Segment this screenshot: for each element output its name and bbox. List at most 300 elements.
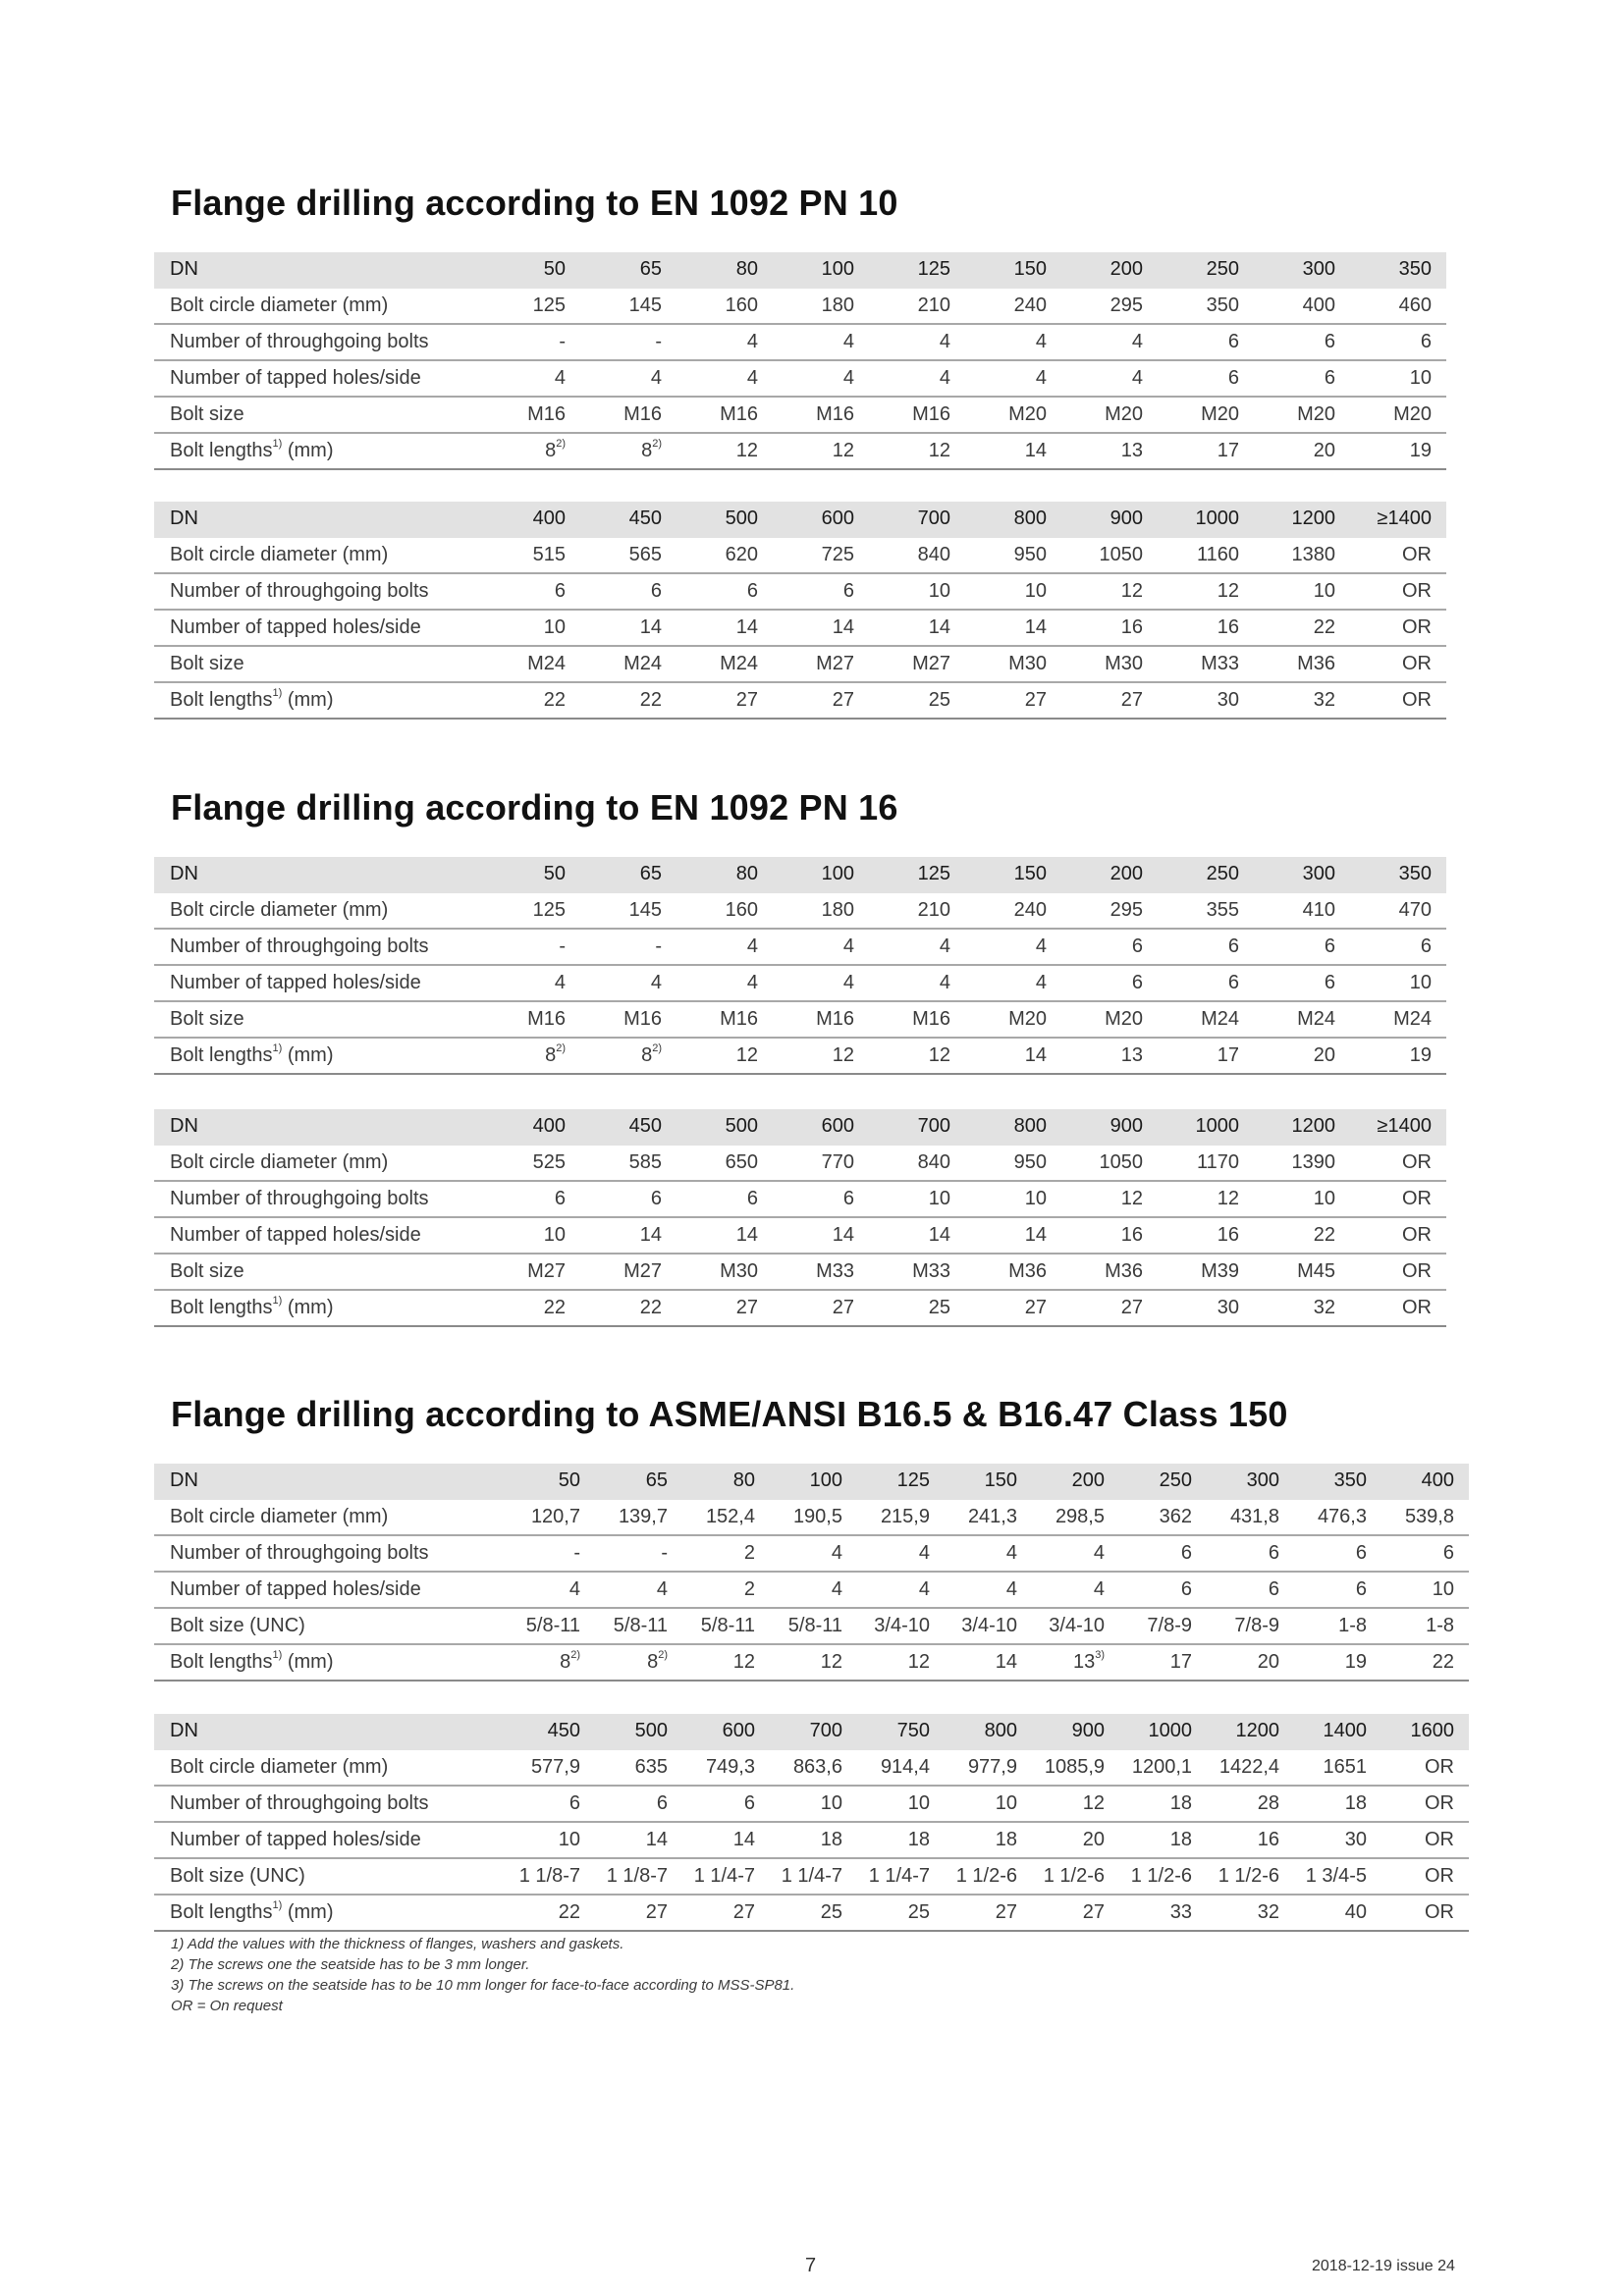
table-cell: 355 xyxy=(1158,892,1254,929)
row-label: Bolt lengths$^{1)}$ (mm) xyxy=(154,682,484,719)
table-cell: 6 xyxy=(1254,360,1350,397)
row-label: DN xyxy=(154,857,484,892)
table-cell: M16 xyxy=(580,397,677,433)
table-row xyxy=(154,1181,1446,1217)
table-cell: 22 xyxy=(1254,1217,1350,1254)
table-cell: 22 xyxy=(580,682,677,719)
table-cell: M27 xyxy=(773,646,869,682)
table-cell: OR xyxy=(1350,1290,1446,1326)
table-cell: 19 xyxy=(1350,433,1446,469)
section-title-pn10: Flange drilling according to EN 1092 PN 10 xyxy=(171,183,898,223)
table-row xyxy=(154,965,1446,1001)
table-cell: 600 xyxy=(773,1109,869,1145)
table-row xyxy=(154,1499,1469,1535)
table-row xyxy=(154,1254,1446,1290)
table-cell: 17 xyxy=(1158,433,1254,469)
table-cell: 900 xyxy=(1061,1109,1158,1145)
table-cell: 350 xyxy=(1350,857,1446,892)
table-cell: 32 xyxy=(1254,1290,1350,1326)
table-cell: 14 xyxy=(677,610,773,646)
table-cell: 1422,4 xyxy=(1207,1749,1294,1786)
table-cell: 1 1/2-6 xyxy=(945,1858,1032,1895)
table-cell: 22 xyxy=(1381,1644,1469,1681)
table-cell: 152,4 xyxy=(682,1499,770,1535)
table-cell: M27 xyxy=(869,646,965,682)
table-cell: 950 xyxy=(965,1145,1061,1181)
footnote-ref: 1) xyxy=(272,1899,283,1912)
table-cell: M20 xyxy=(1061,397,1158,433)
table-row xyxy=(154,433,1446,469)
table-cell: OR xyxy=(1350,537,1446,573)
table-cell: 12 xyxy=(1032,1786,1119,1822)
table-cell: 14 xyxy=(677,1217,773,1254)
table-cell: 1 1/8-7 xyxy=(595,1858,682,1895)
table-cell: 4 xyxy=(1061,324,1158,360)
spec-table xyxy=(154,1714,1469,1932)
row-label: Bolt lengths$^{1)}$ (mm) xyxy=(154,1644,508,1681)
row-label: Bolt circle diameter (mm) xyxy=(154,537,484,573)
row-label: Number of throughgoing bolts xyxy=(154,324,484,360)
table-cell: 6 xyxy=(677,1181,773,1217)
table-cell: M45 xyxy=(1254,1254,1350,1290)
row-label: Number of throughgoing bolts xyxy=(154,573,484,610)
row-label: Number of tapped holes/side xyxy=(154,1822,508,1858)
table-cell: 12 xyxy=(773,433,869,469)
table-header-row xyxy=(154,1109,1446,1145)
table-cell: 800 xyxy=(965,502,1061,537)
footnote-ref: 2) xyxy=(652,1042,662,1055)
table-cell: 298,5 xyxy=(1032,1499,1119,1535)
table-cell: 20 xyxy=(1032,1822,1119,1858)
table-cell: 1200 xyxy=(1254,502,1350,537)
table-cell: 14 xyxy=(965,433,1061,469)
table-cell: - xyxy=(484,929,580,965)
table-row xyxy=(154,1822,1469,1858)
table-cell: 14 xyxy=(945,1644,1032,1681)
table-cell: 10 xyxy=(508,1822,595,1858)
table-cell: 295 xyxy=(1061,892,1158,929)
table-cell: 12 xyxy=(869,433,965,469)
table-cell: 4 xyxy=(484,360,580,397)
row-label: Number of tapped holes/side xyxy=(154,1572,508,1608)
row-label: Number of tapped holes/side xyxy=(154,610,484,646)
table-cell: 5/8-11 xyxy=(508,1608,595,1644)
table-cell: M24 xyxy=(677,646,773,682)
row-label: DN xyxy=(154,1714,508,1749)
table-cell: 22 xyxy=(484,1290,580,1326)
table-cell: 12 xyxy=(773,1038,869,1074)
table-cell: 28 xyxy=(1207,1786,1294,1822)
table-cell: 33 xyxy=(1119,1895,1207,1931)
table-cell: 4 xyxy=(677,324,773,360)
table-cell: 4 xyxy=(677,360,773,397)
table-cell: 20 xyxy=(1254,433,1350,469)
table-cell: 16 xyxy=(1158,1217,1254,1254)
table-cell: 1600 xyxy=(1381,1714,1469,1749)
table-cell: 17 xyxy=(1158,1038,1254,1074)
table-cell: 400 xyxy=(484,502,580,537)
table-cell: 40 xyxy=(1294,1895,1381,1931)
row-label: Bolt circle diameter (mm) xyxy=(154,288,484,324)
table-cell: 6 xyxy=(1294,1572,1381,1608)
table-cell: 750 xyxy=(857,1714,945,1749)
table-row xyxy=(154,1572,1469,1608)
table-cell: 10 xyxy=(1381,1572,1469,1608)
table-cell: 620 xyxy=(677,537,773,573)
footnote-ref: 2) xyxy=(652,438,662,451)
table-cell: 749,3 xyxy=(682,1749,770,1786)
row-label: Number of throughgoing bolts xyxy=(154,1786,508,1822)
table-cell: 25 xyxy=(857,1895,945,1931)
table-cell: 4 xyxy=(857,1572,945,1608)
footnote-ref: 2) xyxy=(570,1649,580,1662)
table-row xyxy=(154,324,1446,360)
table-cell: 3/4-10 xyxy=(945,1608,1032,1644)
row-label: Bolt circle diameter (mm) xyxy=(154,1749,508,1786)
table-cell: 65 xyxy=(580,252,677,288)
table-row xyxy=(154,892,1446,929)
table-cell: 80 xyxy=(677,857,773,892)
table-cell: 650 xyxy=(677,1145,773,1181)
footnote-ref: 1) xyxy=(272,1649,283,1662)
table-cell: 900 xyxy=(1032,1714,1119,1749)
table-cell: 4 xyxy=(770,1535,857,1572)
table-cell: 295 xyxy=(1061,288,1158,324)
table-cell: 500 xyxy=(595,1714,682,1749)
table-cell: 5/8-11 xyxy=(595,1608,682,1644)
table-cell: OR xyxy=(1350,1145,1446,1181)
table-cell: M30 xyxy=(677,1254,773,1290)
table-cell: 6 xyxy=(1294,1535,1381,1572)
table-cell: 200 xyxy=(1061,857,1158,892)
table-cell: 700 xyxy=(869,502,965,537)
table-cell: 1000 xyxy=(1158,1109,1254,1145)
table-cell: M24 xyxy=(1350,1001,1446,1038)
table-row xyxy=(154,646,1446,682)
table-cell: 27 xyxy=(965,682,1061,719)
table-cell: 800 xyxy=(945,1714,1032,1749)
table-cell: 4 xyxy=(770,1572,857,1608)
row-label: DN xyxy=(154,1109,484,1145)
footnote-ref: 1) xyxy=(272,1295,283,1308)
table-cell: 6 xyxy=(1350,929,1446,965)
table-cell: 200 xyxy=(1032,1464,1119,1499)
table-cell: 840 xyxy=(869,1145,965,1181)
table-cell: 10 xyxy=(770,1786,857,1822)
table-cell: - xyxy=(484,324,580,360)
table-cell: 900 xyxy=(1061,502,1158,537)
table-cell: 2 xyxy=(682,1572,770,1608)
table-cell: 14 xyxy=(965,1038,1061,1074)
table-cell: 863,6 xyxy=(770,1749,857,1786)
footnote: 1) Add the values with the thickness of flanges, washers and gaskets. xyxy=(171,1936,624,1952)
table-cell: 14 xyxy=(682,1822,770,1858)
table-cell: 1 1/4-7 xyxy=(682,1858,770,1895)
table-cell: 80 xyxy=(682,1464,770,1499)
table-cell: 18 xyxy=(1119,1822,1207,1858)
table-cell: M16 xyxy=(677,1001,773,1038)
table-cell: 4 xyxy=(773,324,869,360)
row-label: DN xyxy=(154,1464,508,1499)
table-cell: M36 xyxy=(1254,646,1350,682)
table-cell: 4 xyxy=(677,965,773,1001)
row-label: Bolt lengths$^{1)}$ (mm) xyxy=(154,433,484,469)
table-cell: M16 xyxy=(773,1001,869,1038)
table-cell: 6 xyxy=(1061,929,1158,965)
table-row xyxy=(154,1290,1446,1326)
row-label: Number of throughgoing bolts xyxy=(154,1535,508,1572)
table-cell: 18 xyxy=(945,1822,1032,1858)
table-cell: 6 xyxy=(1254,929,1350,965)
table-row xyxy=(154,1749,1469,1786)
table-cell: 565 xyxy=(580,537,677,573)
table-cell: 4 xyxy=(869,929,965,965)
table-cell: OR xyxy=(1381,1822,1469,1858)
table-cell: 13 xyxy=(1061,433,1158,469)
table-cell: 27 xyxy=(945,1895,1032,1931)
table-cell: 12 xyxy=(1158,1181,1254,1217)
table-cell: 1-8 xyxy=(1294,1608,1381,1644)
table-cell: 1380 xyxy=(1254,537,1350,573)
table-cell: 585 xyxy=(580,1145,677,1181)
table-cell: 145 xyxy=(580,288,677,324)
row-label: Bolt lengths$^{1)}$ (mm) xyxy=(154,1290,484,1326)
table-cell: 50 xyxy=(508,1464,595,1499)
table-cell: 210 xyxy=(869,288,965,324)
row-label: Number of tapped holes/side xyxy=(154,360,484,397)
table-cell: 6 xyxy=(1158,324,1254,360)
table-cell: 1200 xyxy=(1254,1109,1350,1145)
table-cell: 1 1/8-7 xyxy=(508,1858,595,1895)
table-cell: 120,7 xyxy=(508,1499,595,1535)
table-cell: 125 xyxy=(484,288,580,324)
table-cell: 12 xyxy=(677,433,773,469)
table-cell: 4 xyxy=(965,965,1061,1001)
table-cell: 800 xyxy=(965,1109,1061,1145)
table-cell: 6 xyxy=(1119,1535,1207,1572)
table-cell: 100 xyxy=(773,857,869,892)
table-cell: 13 xyxy=(1061,1038,1158,1074)
table-cell: 14 xyxy=(773,610,869,646)
table-cell: 22 xyxy=(580,1290,677,1326)
table-cell: 4 xyxy=(857,1535,945,1572)
table-cell: OR xyxy=(1350,573,1446,610)
table-cell: M20 xyxy=(1350,397,1446,433)
row-label: Bolt size (UNC) xyxy=(154,1858,508,1895)
table-cell: M30 xyxy=(1061,646,1158,682)
table-cell: M16 xyxy=(677,397,773,433)
table-cell: 13$^{3)}$ xyxy=(1032,1644,1119,1681)
table-row xyxy=(154,1145,1446,1181)
row-label: Number of throughgoing bolts xyxy=(154,929,484,965)
table-cell: 25 xyxy=(770,1895,857,1931)
table-cell: 6 xyxy=(1061,965,1158,1001)
table-cell: 32 xyxy=(1207,1895,1294,1931)
table-cell: 2 xyxy=(682,1535,770,1572)
table-cell: 5/8-11 xyxy=(682,1608,770,1644)
table-cell: 10 xyxy=(484,610,580,646)
footnote: OR = On request xyxy=(171,1998,283,2014)
table-cell: 125 xyxy=(857,1464,945,1499)
table-cell: 12 xyxy=(770,1644,857,1681)
table-header-row xyxy=(154,1714,1469,1749)
table-cell: 27 xyxy=(1061,682,1158,719)
table-cell: 1050 xyxy=(1061,1145,1158,1181)
table-row xyxy=(154,360,1446,397)
table-cell: 240 xyxy=(965,892,1061,929)
table-cell: 525 xyxy=(484,1145,580,1181)
table-cell: 1200 xyxy=(1207,1714,1294,1749)
table-cell: 12 xyxy=(869,1038,965,1074)
table-row xyxy=(154,1217,1446,1254)
table-cell: 725 xyxy=(773,537,869,573)
table-cell: 300 xyxy=(1254,252,1350,288)
table-cell: 4 xyxy=(508,1572,595,1608)
table-cell: 6 xyxy=(1158,965,1254,1001)
footnote-ref: 2) xyxy=(556,438,566,451)
section-title-pn16: Flange drilling according to EN 1092 PN 16 xyxy=(171,787,898,828)
table-cell: 4 xyxy=(869,324,965,360)
table-cell: M16 xyxy=(484,1001,580,1038)
table-cell: 8$^{2)}$ xyxy=(484,1038,580,1074)
table-cell: 65 xyxy=(580,857,677,892)
table-cell: 4 xyxy=(965,324,1061,360)
table-cell: 700 xyxy=(770,1714,857,1749)
table-cell: 4 xyxy=(773,929,869,965)
table-cell: 19 xyxy=(1294,1644,1381,1681)
table-cell: 10 xyxy=(1350,360,1446,397)
table-cell: 840 xyxy=(869,537,965,573)
table-cell: 600 xyxy=(773,502,869,537)
table-cell: 400 xyxy=(484,1109,580,1145)
table-cell: 400 xyxy=(1254,288,1350,324)
table-cell: 950 xyxy=(965,537,1061,573)
table-cell: M16 xyxy=(773,397,869,433)
table-cell: 10 xyxy=(965,573,1061,610)
table-header-row xyxy=(154,252,1446,288)
table-cell: 27 xyxy=(677,682,773,719)
table-cell: 25 xyxy=(869,682,965,719)
table-cell: 4 xyxy=(1032,1572,1119,1608)
table-cell: 4 xyxy=(945,1535,1032,1572)
table-cell: 4 xyxy=(869,360,965,397)
table-row xyxy=(154,573,1446,610)
table-cell: 16 xyxy=(1061,1217,1158,1254)
table-row xyxy=(154,397,1446,433)
table-cell: - xyxy=(508,1535,595,1572)
table-cell: 200 xyxy=(1061,252,1158,288)
table-cell: 8$^{2)}$ xyxy=(508,1644,595,1681)
table-cell: 32 xyxy=(1254,682,1350,719)
table-cell: 4 xyxy=(945,1572,1032,1608)
table-cell: 27 xyxy=(595,1895,682,1931)
table-cell: 1085,9 xyxy=(1032,1749,1119,1786)
table-cell: M36 xyxy=(1061,1254,1158,1290)
table-cell: 362 xyxy=(1119,1499,1207,1535)
spec-table xyxy=(154,252,1446,470)
table-cell: OR xyxy=(1350,1217,1446,1254)
table-cell: 139,7 xyxy=(595,1499,682,1535)
table-cell: 27 xyxy=(1061,1290,1158,1326)
table-cell: 17 xyxy=(1119,1644,1207,1681)
row-label: Bolt lengths$^{1)}$ (mm) xyxy=(154,1895,508,1931)
table-row xyxy=(154,1786,1469,1822)
row-label: Bolt size (UNC) xyxy=(154,1608,508,1644)
table-cell: 6 xyxy=(1381,1535,1469,1572)
table-cell: M16 xyxy=(869,397,965,433)
table-cell: 14 xyxy=(965,610,1061,646)
table-cell: OR xyxy=(1381,1749,1469,1786)
table-cell: 460 xyxy=(1350,288,1446,324)
table-cell: 6 xyxy=(484,1181,580,1217)
table-cell: 160 xyxy=(677,892,773,929)
table-cell: 6 xyxy=(484,573,580,610)
table-cell: 12 xyxy=(682,1644,770,1681)
table-cell: ≥1400 xyxy=(1350,1109,1446,1145)
table-cell: M24 xyxy=(484,646,580,682)
table-cell: 6 xyxy=(580,573,677,610)
table-cell: 18 xyxy=(1119,1786,1207,1822)
table-cell: 10 xyxy=(1254,1181,1350,1217)
table-cell: 1 1/4-7 xyxy=(857,1858,945,1895)
table-cell: 180 xyxy=(773,288,869,324)
table-cell: 6 xyxy=(773,573,869,610)
table-cell: OR xyxy=(1381,1858,1469,1895)
table-row xyxy=(154,1608,1469,1644)
table-cell: 7/8-9 xyxy=(1119,1608,1207,1644)
table-row xyxy=(154,288,1446,324)
table-cell: M27 xyxy=(484,1254,580,1290)
table-cell: 20 xyxy=(1207,1644,1294,1681)
table-cell: 12 xyxy=(1061,573,1158,610)
table-cell: 6 xyxy=(1207,1535,1294,1572)
table-cell: 450 xyxy=(580,1109,677,1145)
table-cell: 10 xyxy=(857,1786,945,1822)
table-cell: 1170 xyxy=(1158,1145,1254,1181)
table-cell: 3/4-10 xyxy=(857,1608,945,1644)
table-cell: 600 xyxy=(682,1714,770,1749)
footnotes xyxy=(171,1934,794,2016)
table-header-row xyxy=(154,1464,1469,1499)
footnote-ref: 2) xyxy=(658,1649,668,1662)
spec-table xyxy=(154,857,1446,1075)
table-cell: M16 xyxy=(869,1001,965,1038)
table-cell: 8$^{2)}$ xyxy=(580,1038,677,1074)
table-cell: 6 xyxy=(1119,1572,1207,1608)
table-cell: 27 xyxy=(965,1290,1061,1326)
table-row xyxy=(154,1038,1446,1074)
table-row xyxy=(154,1001,1446,1038)
table-cell: 22 xyxy=(508,1895,595,1931)
table-row xyxy=(154,929,1446,965)
row-label: Bolt circle diameter (mm) xyxy=(154,1499,508,1535)
table-cell: 14 xyxy=(580,1217,677,1254)
table-cell: - xyxy=(580,324,677,360)
table-cell: 4 xyxy=(580,965,677,1001)
table-cell: 27 xyxy=(773,682,869,719)
row-label: Number of tapped holes/side xyxy=(154,1217,484,1254)
table-cell: 100 xyxy=(770,1464,857,1499)
table-cell: 1400 xyxy=(1294,1714,1381,1749)
table-cell: 4 xyxy=(1032,1535,1119,1572)
table-cell: 150 xyxy=(945,1464,1032,1499)
table-cell: OR xyxy=(1350,1181,1446,1217)
spec-table xyxy=(154,1464,1469,1682)
table-cell: 27 xyxy=(682,1895,770,1931)
table-cell: 210 xyxy=(869,892,965,929)
footnote-ref: 1) xyxy=(272,438,283,451)
table-header-row xyxy=(154,857,1446,892)
